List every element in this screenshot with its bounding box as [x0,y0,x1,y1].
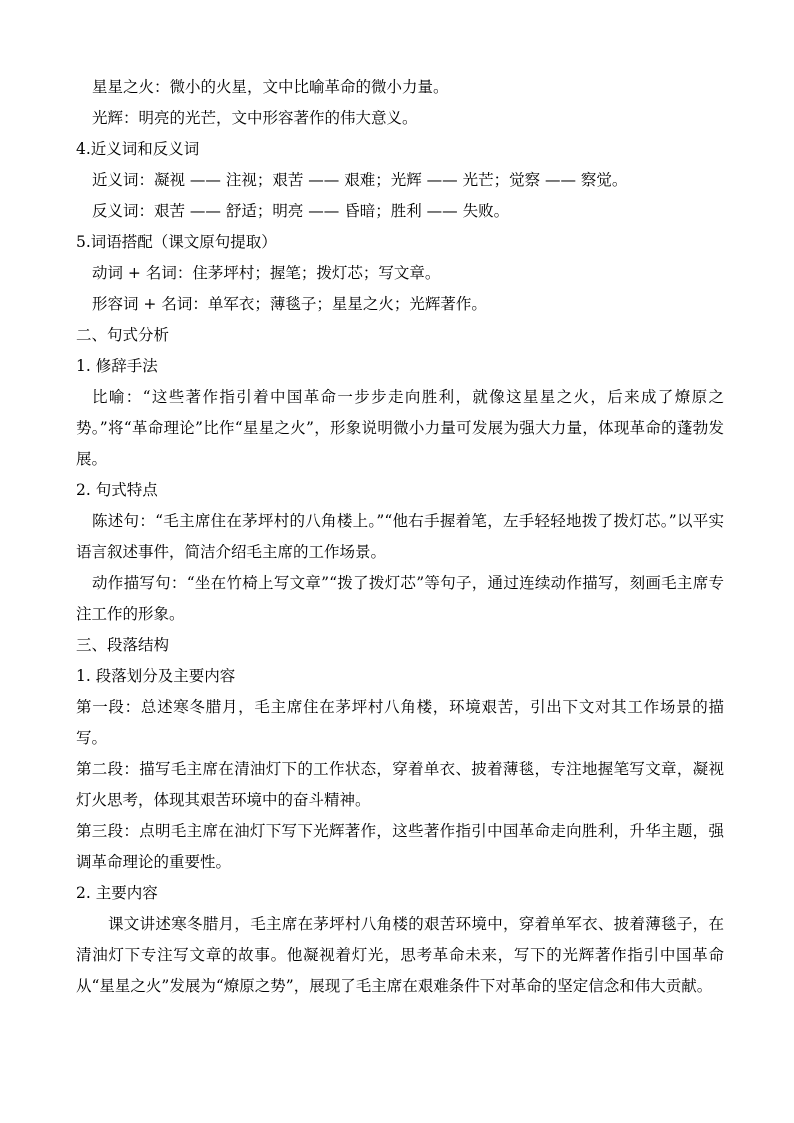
synonyms-heading: 4.近义词和反义词 [76,140,200,158]
declarative-text: 陈述句：“毛主席住在茅坪村的八角楼上。”“他右手握着笔，左手轻轻地拨了拨灯芯。”以平实语言叙述事件，简洁介绍毛主席的工作场景。 [76,512,724,561]
rhetoric-text: 比喻：“这些著作指引着中国革命一步步走向胜利，就像这星星之火，后来成了燎原之势。”将“革命理论”比作“星星之火”，形象说明微小力量可发展为强大力量，体现革命的蓬勃发展。 [76,388,724,468]
main-content-heading: 2. 主要内容 [76,884,158,902]
division-heading: 1. 段落划分及主要内容 [76,667,236,685]
synonyms-anti: 反义词：艰苦 —— 舒适；明亮 —— 昏暗；胜利 —— 失败。 [92,202,510,220]
synonyms-near: 近义词：凝视 —— 注视；艰苦 —— 艰难；光辉 —— 光芒；觉察 —— 察觉。 [92,171,628,189]
paragraph-three-summary: 第三段：点明毛主席在油灯下写下光辉著作，这些著作指引中国革命走向胜利，升华主题，强调革命理论的重要性。 [76,822,724,871]
collocation-heading: 5.词语搭配（课文原句提取） [76,233,277,251]
sentence-heading: 二、句式分析 [76,326,170,344]
vocab-glory: 光辉：明亮的光芒，文中形容著作的伟大意义。 [92,109,418,127]
action-text: 动作描写句：“坐在竹椅上写文章”“拨了拨灯芯”等句子，通过连续动作描写，刻画毛主席专注工作的形象。 [76,574,724,623]
document-page [76,72,724,1002]
paragraph-one-summary: 第一段：总述寒冬腊月，毛主席住在茅坪村八角楼，环境艰苦，引出下文对其工作场景的描写。 [76,698,724,747]
collocation-adj-noun: 形容词 + 名词：单军衣；薄毯子；星星之火；光辉著作。 [92,295,487,313]
structure-heading: 三、段落结构 [76,636,170,654]
vocab-spark: 星星之火：微小的火星，文中比喻革命的微小力量。 [92,78,449,96]
paragraph-two-summary: 第二段：描写毛主席在清油灯下的工作状态，穿着单衣、披着薄毯，专注地握笔写文章，凝视灯火思考，体现其艰苦环境中的奋斗精神。 [76,760,724,809]
main-content-text: 课文讲述寒冬腊月，毛主席在茅坪村八角楼的艰苦环境中，穿着单军衣、披着薄毯子，在清油灯下专注写文章的故事。他凝视着灯光，思考革命未来，写下的光辉著作指引中国革命从“星星之火”发展为“燎原之势”，展现了毛主席在艰难条件下对革命的坚定信念和伟大贡献。 [76,915,724,995]
features-heading: 2. 句式特点 [76,481,158,499]
rhetoric-heading: 1. 修辞手法 [76,357,158,375]
collocation-verb-noun: 动词 + 名词：住茅坪村；握笔；拨灯芯；写文章。 [92,264,441,282]
